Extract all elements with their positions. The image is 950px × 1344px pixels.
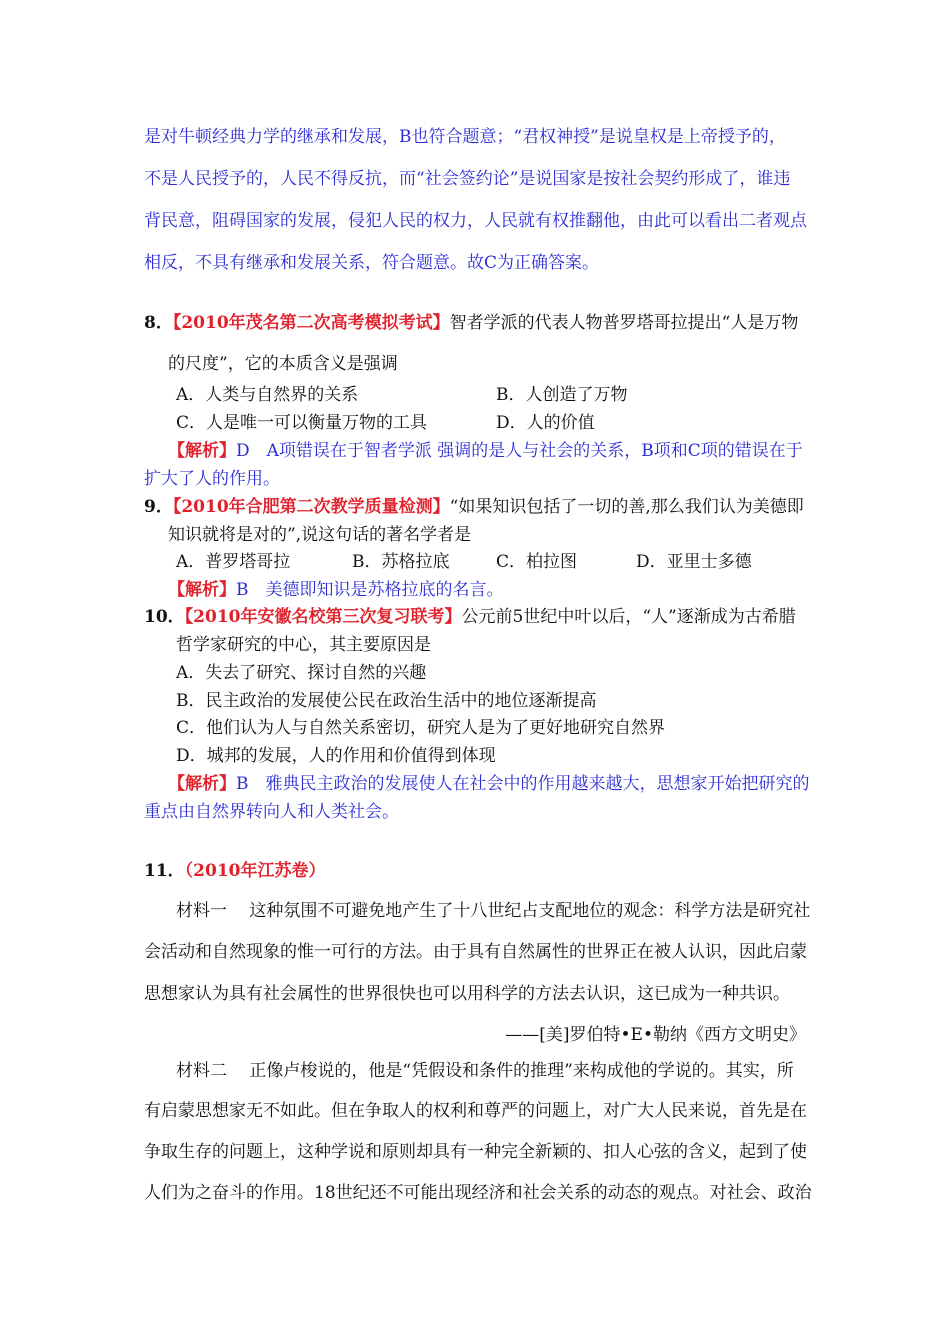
analysis xyxy=(168,440,803,462)
option-b: B．民主政治的发展使公民在政治生活中的地位逐渐提高 xyxy=(176,691,597,711)
analysis xyxy=(168,773,810,795)
analysis-text: B 美德即知识是苏格拉底的名言。 xyxy=(236,580,504,600)
stem-text: “如果知识包括了一切的善,那么我们认为美德即 xyxy=(449,497,804,517)
question-number: 9． xyxy=(144,497,173,517)
analysis-text: 重点由自然界转向人和人类社会。 xyxy=(144,802,399,822)
option-b: B．苏格拉底 xyxy=(352,552,450,572)
question-source: 【2010年安徽名校第三次复习联考】 xyxy=(184,607,462,627)
question-number: 11． xyxy=(144,861,185,881)
analysis-text: B 雅典民主政治的发展使人在社会中的作用越来越大，思想家开始把研究的 xyxy=(236,774,810,794)
analysis-line: 背民意，阻碍国家的发展，侵犯人民的权力，人民就有权推翻他，由此可以看出二者观点 xyxy=(144,211,807,231)
material-line: 思想家认为具有社会属性的世界很快也可以用科学的方法去认识，这已成为一种共识。 xyxy=(144,984,790,1004)
option-c: C．他们认为人与自然关系密切，研究人是为了更好地研究自然界 xyxy=(176,718,666,738)
analysis xyxy=(168,579,504,601)
material-line: 会活动和自然现象的惟一可行的方法。由于具有自然属性的世界正在被人认识，因此启蒙 xyxy=(144,942,807,962)
question-source: 【2010年合肥第二次教学质量检测】 xyxy=(172,497,450,517)
question-stem xyxy=(144,496,804,518)
question-number: 8． xyxy=(144,313,173,333)
material-line: 材料二 正像卢梭说的，他是“凭假设和条件的推理”来构成他的学说的。其实，所 xyxy=(176,1061,794,1081)
analysis-line: 相反，不具有继承和发展关系，符合题意。故C为正确答案。 xyxy=(144,253,600,273)
material-line: 人们为之奋斗的作用。18世纪还不可能出现经济和社会关系的动态的观点。对社会、政治 xyxy=(144,1183,812,1203)
stem-text: 的尺度”，它的本质含义是强调 xyxy=(168,354,398,374)
question-source: 【2010年茂名第二次高考模拟考试】 xyxy=(172,313,450,333)
option-b: B．人创造了万物 xyxy=(496,385,628,405)
option-a: A．人类与自然界的关系 xyxy=(176,385,359,405)
analysis-tag: 【解析】 xyxy=(168,580,236,600)
material-line: 争取生存的问题上，这种学说和原则却具有一种完全新颖的、扣人心弦的含义，起到了使 xyxy=(144,1142,807,1162)
option-d: D．亚里士多德 xyxy=(636,552,752,572)
option-d: D．人的价值 xyxy=(496,413,595,433)
question-stem xyxy=(144,312,798,334)
question-number: 10． xyxy=(144,607,185,627)
analysis-tag: 【解析】 xyxy=(168,441,236,461)
material-line: 材料一 这种氛围不可避免地产生了十八世纪占支配地位的观念：科学方法是研究社 xyxy=(176,901,811,921)
material-line: 有启蒙思想家无不如此。但在争取人的权利和尊严的问题上，对广大人民来说，首先是在 xyxy=(144,1101,807,1121)
option-c: C．柏拉图 xyxy=(496,552,578,572)
question-source: （2010年江苏卷） xyxy=(184,861,326,881)
analysis-line: 不是人民授予的，人民不得反抗，而“社会签约论”是说国家是按社会契约形成了，谁违 xyxy=(144,169,791,189)
stem-text: 知识就将是对的”,说这句话的著名学者是 xyxy=(168,525,472,545)
stem-text: 哲学家研究的中心，其主要原因是 xyxy=(176,635,431,655)
question-stem xyxy=(144,606,796,628)
option-d: D．城邦的发展，人的作用和价值得到体现 xyxy=(176,746,496,766)
material-citation: ——[美]罗伯特•E•勒纳《西方文明史》 xyxy=(505,1025,806,1045)
analysis-text: 扩大了人的作用。 xyxy=(144,469,280,489)
analysis-line: 是对牛顿经典力学的继承和发展，B也符合题意；“君权神授”是说皇权是上帝授予的， xyxy=(144,127,786,147)
option-a: A．普罗塔哥拉 xyxy=(176,552,291,572)
stem-text: 公元前5世纪中叶以后，“人”逐渐成为古希腊 xyxy=(461,607,796,627)
analysis-text: D A项错误在于智者学派 强调的是人与社会的关系，B项和C项的错误在于 xyxy=(236,441,803,461)
analysis-tag: 【解析】 xyxy=(168,774,236,794)
option-a: A．失去了研究、探讨自然的兴趣 xyxy=(176,663,427,683)
option-c: C．人是唯一可以衡量万物的工具 xyxy=(176,413,428,433)
question-stem xyxy=(144,860,326,882)
stem-text: 智者学派的代表人物普罗塔哥拉提出“人是万物 xyxy=(449,313,799,333)
